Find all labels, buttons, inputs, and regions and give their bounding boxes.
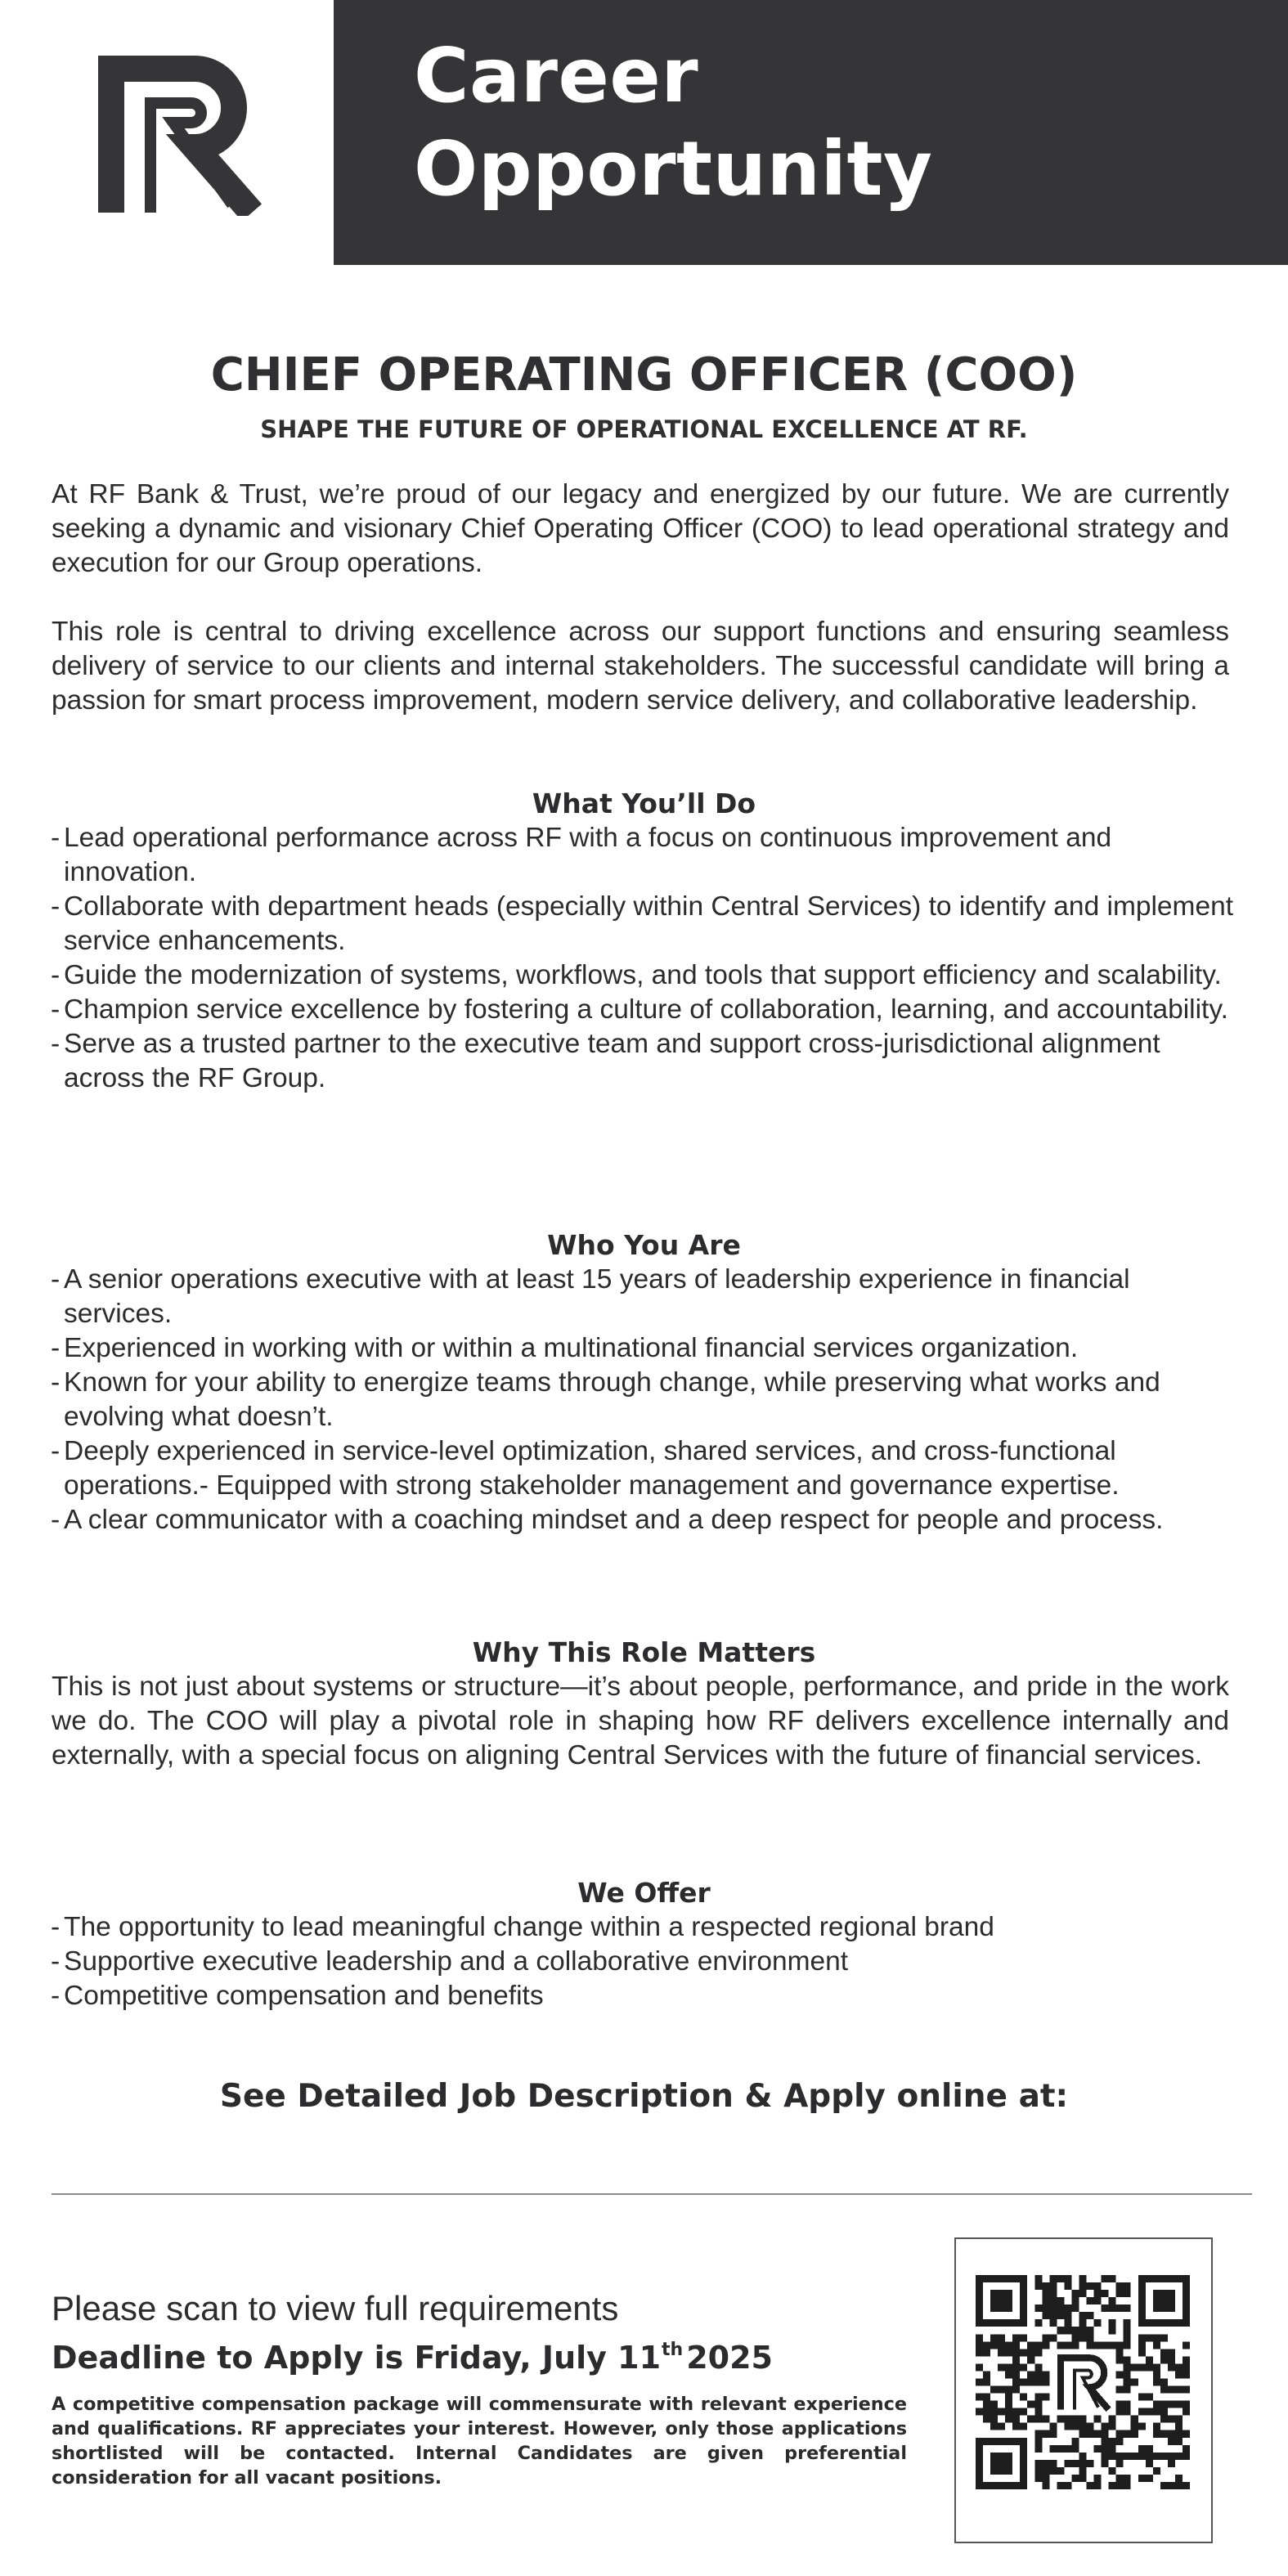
list-item: - Serve as a trusted partner to the executive team and support cross-jurisdictional alignment across the RF Group. <box>51 1027 1245 1096</box>
who-you-are-list <box>51 1263 1245 1537</box>
list-item: - A senior operations executive with at least 15 years of leadership experience in financial services. <box>51 1263 1245 1331</box>
list-item: - Deeply experienced in service-level optimization, shared services, and cross-functional operations.- Equipped with strong stakeholder management and governance expertise. <box>51 1434 1245 1503</box>
list-item: - Collaborate with department heads (especially within Central Services) to identify and implement service enhancements. <box>51 890 1245 958</box>
section-heading-what-youll-do: What You’ll Do <box>532 788 756 819</box>
what-youll-do-list <box>51 821 1245 1096</box>
section-heading-who-you-are: Who You Are <box>547 1229 741 1261</box>
why-role-matters-text: This is not just about systems or structure—it’s about people, performance, and pride in the work we do. The COO will play a pivotal role in shaping how RF delivers excellence internally and externally, with a special focus on aligning Central Services with the future of financial services. <box>52 1672 1229 1770</box>
qr-code[interactable] <box>976 2275 1190 2489</box>
section-heading-we-offer: We Offer <box>577 1877 711 1909</box>
fine-print: A competitive compensation package will commensurate with relevant experience and qualifications. RF appreciates your interest. However, only those applications shortlisted will be contacted. Internal Candidates are given preferential consideration for all vacant positions. <box>52 2394 907 2488</box>
list-item: - The opportunity to lead meaningful change within a respected regional brand <box>51 1910 1245 1945</box>
banner-title <box>414 29 932 216</box>
list-item: - Known for your ability to energize teams through change, while preserving what works and evolving what doesn’t. <box>51 1366 1245 1434</box>
rf-logo-mark <box>98 52 270 216</box>
intro-paragraph-2: This role is central to driving excellence across our support functions and ensuring seamless delivery of service to our clients and internal stakeholders. The successful candidate will bring a passion for smart process improvement, modern service delivery, and collaborative leadership. <box>52 617 1229 716</box>
header-banner <box>334 0 1288 265</box>
intro-paragraph-1: At RF Bank & Trust, we’re proud of our legacy and energized by our future. We are currently seeking a dynamic and visionary Chief Operating Officer (COO) to lead operational strategy and execution for our Group operations. <box>52 479 1229 578</box>
banner-title-line2: Opportunity <box>414 125 933 213</box>
list-item: - Guide the modernization of systems, workflows, and tools that support efficiency and scalability. <box>51 958 1245 993</box>
scan-instruction: Please scan to view full requirements <box>52 2289 619 2327</box>
we-offer-list <box>51 1910 1245 2013</box>
list-item: - Experienced in working with or within a multinational financial services organization. <box>51 1331 1245 1366</box>
list-item: - Champion service excellence by fostering a culture of collaboration, learning, and accountability. <box>51 993 1245 1027</box>
application-deadline <box>52 2329 773 2379</box>
job-title: CHIEF OPERATING OFFICER (COO) <box>210 348 1078 402</box>
section-heading-why-role-matters: Why This Role Matters <box>472 1636 816 1668</box>
banner-title-line1: Career <box>414 32 699 119</box>
list-item: - Supportive executive leadership and a collaborative environment <box>51 1945 1245 1979</box>
deadline-text: Deadline to Apply is Friday, July 11 <box>52 2340 662 2376</box>
apply-online-text: See Detailed Job Description & Apply online at: <box>219 2078 1069 2115</box>
divider <box>52 2193 1252 2195</box>
list-item: - Lead operational performance across RF with a focus on continuous improvement and innovation. <box>51 821 1245 890</box>
deadline-year: 2025 <box>686 2340 773 2376</box>
job-subtitle: SHAPE THE FUTURE OF OPERATIONAL EXCELLENCE AT RF. <box>260 415 1028 443</box>
deadline-ordinal: th <box>662 2340 684 2360</box>
qr-code-frame <box>954 2237 1213 2543</box>
rf-logo <box>98 52 270 216</box>
list-item: - A clear communicator with a coaching mindset and a deep respect for people and process. <box>51 1503 1245 1537</box>
list-item: - Competitive compensation and benefits <box>51 1979 1245 2013</box>
